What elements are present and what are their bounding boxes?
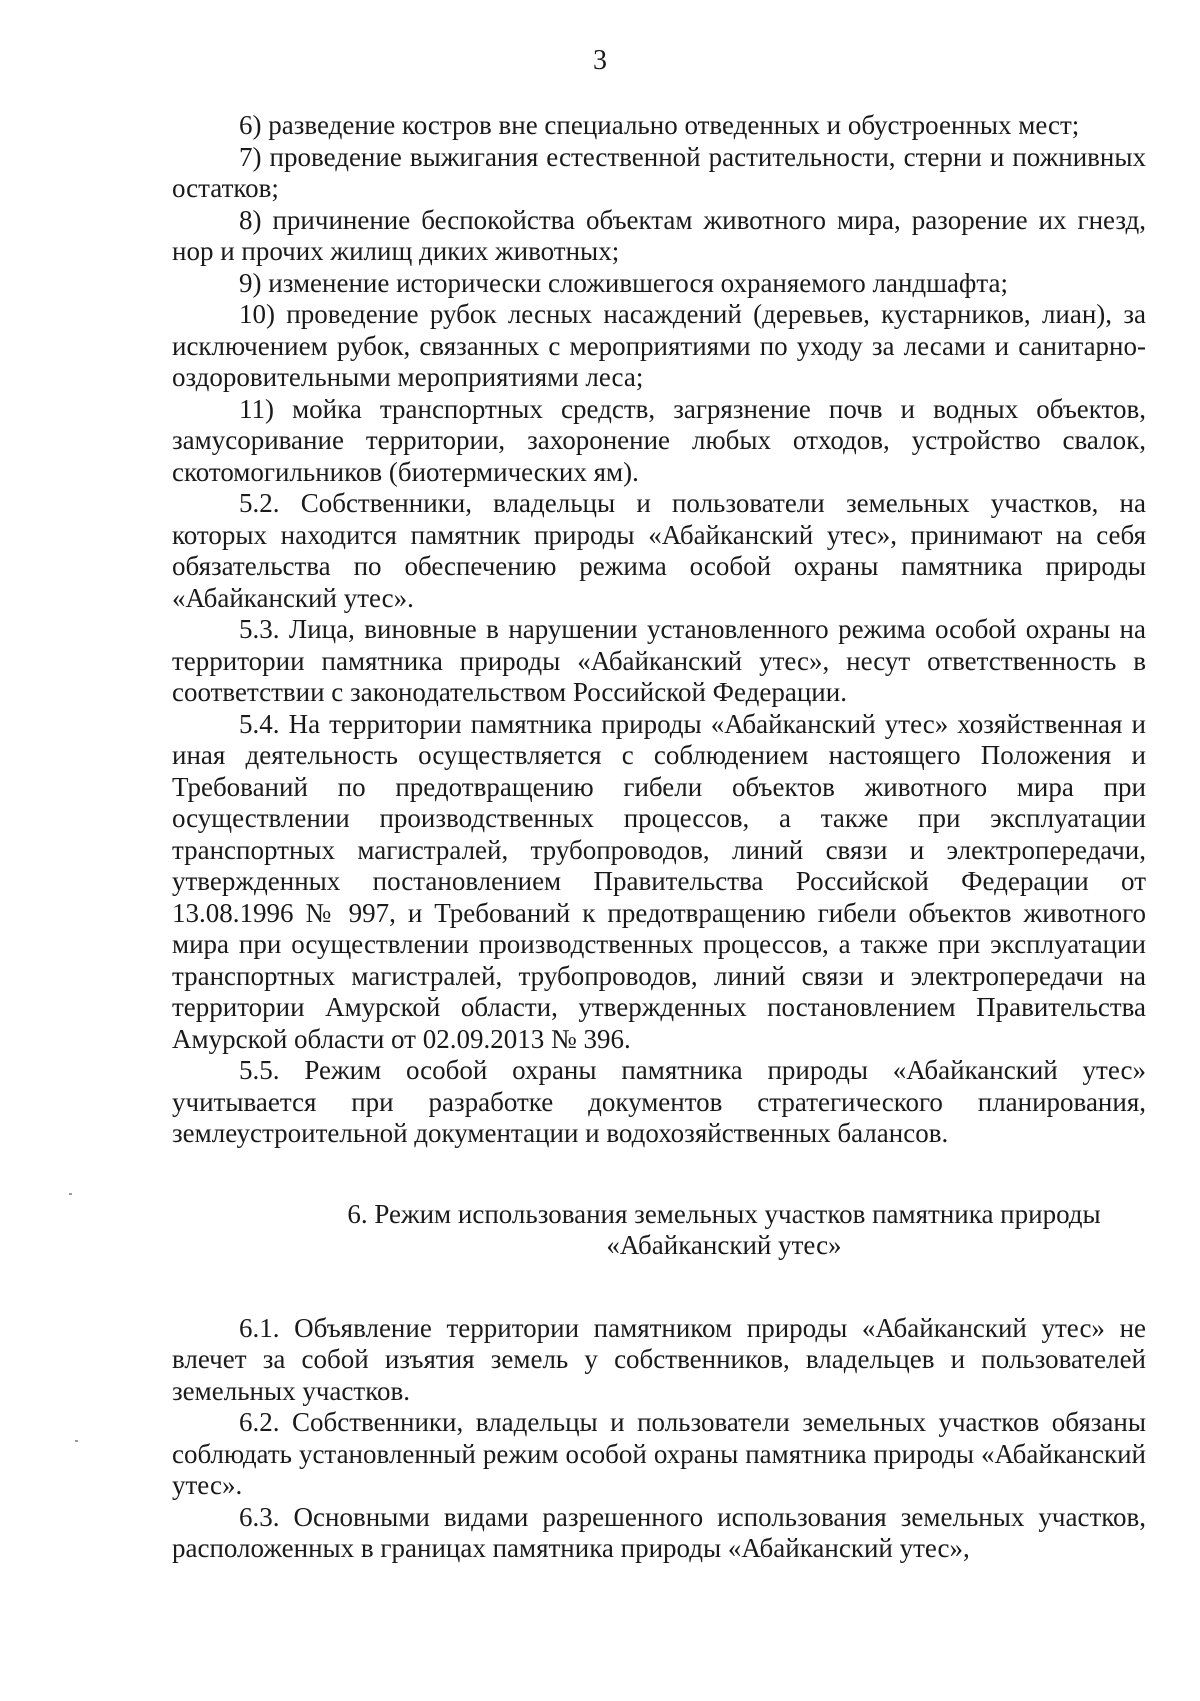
list-item-7: 7) проведение выжигания естественной растительности, стерни и пожнивных остатков; <box>172 141 1146 203</box>
section-heading-line-1: 6. Режим использования земельных участков памятника природы <box>347 1198 1101 1229</box>
scan-dust-mark <box>69 1193 72 1195</box>
page-number: 3 <box>593 45 607 76</box>
clause-6-1: 6.1. Объявление территории памятником природы «Абайканский утес» не влечет за собой изъятия земель у собственников, владельцев и пользователей земельных участков. <box>172 1312 1146 1406</box>
scan-dust-mark <box>75 1440 78 1442</box>
clause-6-2: 6.2. Собственники, владельцы и пользователи земельных участков обязаны соблюдать установленный режим особой охраны памятника природы «Абайканский утес». <box>172 1407 1146 1500</box>
clause-5-4: 5.4. На территории памятника природы «Абайканский утес» хозяйственная и иная деятельность осуществляется с соблюдением настоящего Положения и Требований по предотвращению гибели объектов животного мира при осуществлении производственных процессов, а также при эксплуатации транспортных магистралей, трубопроводов, линий связи и электропередачи, утвержденных постановлением Правительства Российской Федерации от 13.08.1996 № 997, и Требований к предотвращению гибели объектов животного мира при осуществлении производственных процессов, а также при эксплуатации транспортных магистралей, трубопроводов, линий связи и электропередачи на территории Амурской области, утвержденных постановлением Правительства Амурской области от 02.09.2013 № 396. <box>172 708 1146 1054</box>
list-item-6: 6) разведение костров вне специально отведенных и обустроенных мест; <box>239 110 1080 140</box>
section-heading <box>282 1199 1166 1262</box>
list-item-9: 9) изменение исторически сложившегося охраняемого ландшафта; <box>239 267 1009 298</box>
section-heading-line-2: «Абайканский утес» <box>606 1230 842 1260</box>
clause-5-5: 5.5. Режим особой охраны памятника природы «Абайканский утес» учитывается при разработке документов стратегического планирования, землеустроительной документации и водохозяйственных балансов. <box>172 1055 1146 1148</box>
clause-6-3: 6.3. Основными видами разрешенного использования земельных участков, расположенных в границах памятника природы «Абайканский утес», <box>172 1501 1146 1563</box>
list-item-10: 10) проведение рубок лесных насаждений (деревьев, кустарников, лиан), за исключением рубок, связанных с мероприятиями по уходу за лесами и санитарно-оздоровительными мероприятиями леса; <box>172 299 1146 392</box>
clause-5-3: 5.3. Лица, виновные в нарушении установленного режима особой охраны на территории памятника природы «Абайканский утес», несут ответственность в соответствии с законодательством Российской Федерации. <box>172 614 1146 707</box>
clause-5-2: 5.2. Собственники, владельцы и пользователи земельных участков, на которых находится памятник природы «Абайканский утес», принимают на себя обязательства по обеспечению режима особой охраны памятника природы «Абайканский утес». <box>172 488 1146 613</box>
document-body <box>172 110 1146 1565</box>
list-item-8: 8) причинение беспокойства объектам животного мира, разорение их гнезд, нор и прочих жилищ диких животных; <box>172 204 1146 266</box>
list-item-11: 11) мойка транспортных средств, загрязнение почв и водных объектов, замусоривание территории, захоронение любых отходов, устройство свалок, скотомогильников (биотермических ям). <box>172 393 1146 487</box>
